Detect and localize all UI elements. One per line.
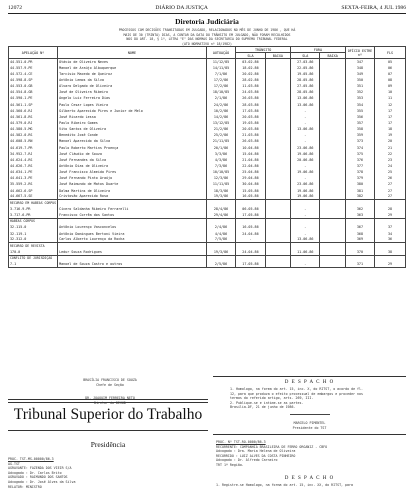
cell-transito-sla: 22-04-86: [236, 163, 265, 169]
cell-fls: 29: [375, 261, 406, 267]
cell-fora-sla: 27-03-86: [291, 59, 320, 65]
col-header-transito: TRÂNSITO: [236, 47, 291, 53]
intro-line: (ATO NORMATIVO nº 18/1982): [182, 41, 232, 46]
cell-oficio: 351: [345, 83, 374, 89]
cell-autuacao: 13/12/85: [206, 120, 235, 126]
process-line: PROC. TST-MS-00000/86.3: [8, 457, 54, 461]
cell-oficio: 367: [345, 224, 374, 230]
cell-fora-sla: 23-06-86: [291, 181, 320, 187]
cell-apelacao: 44.561-1-SP: [9, 101, 58, 107]
cell-fls: 28: [375, 206, 406, 212]
cell-oficio: 359: [345, 132, 374, 138]
cell-oficio: 357: [345, 120, 374, 126]
cell-oficio: 373: [345, 138, 374, 144]
despacho-line: 2. Publique-se e intime-se as partes.: [230, 400, 304, 405]
cell-transito-sla: 10-04-86: [236, 144, 265, 150]
cell-transito-sla: 28-02-86: [236, 77, 265, 83]
cell-fora-sla: -: [291, 138, 320, 144]
cell-apelacao: 35.559-2-RS: [9, 181, 58, 187]
cell-nome: Benedito José Conde: [58, 132, 207, 138]
cell-fora-sla: 19-06-86: [291, 194, 320, 200]
ro-process-text: [216, 440, 404, 468]
cell-oficio: 370: [345, 249, 374, 255]
cell-nome: Manoel Aparecido da Silva: [58, 138, 207, 144]
cell-autuacao: 18/10/85: [206, 89, 235, 95]
despacho-text: [230, 387, 390, 410]
cell-fls: 20: [375, 138, 406, 144]
divider: [8, 402, 208, 403]
despacho-line: termos do referido artigo, arts. 269, III.: [230, 396, 314, 401]
cell-autuacao: 14/2/86: [206, 114, 235, 120]
cell-autuacao: 28/4/86: [206, 206, 235, 212]
cell-transito-sla: 18-02-86: [236, 65, 265, 71]
intro-line: NOS DO ART. 18, § 1º, LETRA "E" DAS NORMAS DA SECRETARIA DO SUPREMO TRIBUNAL FEDERAL: [126, 37, 288, 42]
signature-line: [290, 414, 330, 415]
process-line: RELATOR: MINISTRO: [8, 484, 42, 489]
cell-oficio: 369: [345, 237, 374, 243]
cell-fls: 23: [375, 157, 406, 163]
process-line: Advogado : Dra. Maria Helena de Oliveira: [216, 449, 296, 454]
cell-fora-sla: 20-06-86: [291, 157, 320, 163]
cell-nome: Ledur Souza Rodrigues: [58, 249, 207, 255]
cell-fls: 19: [375, 132, 406, 138]
cell-autuacao: 21/2/86: [206, 126, 235, 132]
cell-transito-sla: 20-02-86: [236, 71, 265, 77]
cell-nome: José Cláudio de Souza: [58, 151, 207, 157]
cell-nome: Carlos Alberto Lourenço da Rocha: [58, 237, 207, 243]
cell-oficio: 368: [345, 230, 374, 236]
despacho-line: 1. Registre-se Homologo, na forma do art. 15, inc. XX, do RITST, para: [216, 483, 353, 487]
cell-nome: José Raimundo de Matos Duarte: [58, 181, 207, 187]
cell-fora-sla: 13-06-86: [291, 101, 320, 107]
cell-autuacao: 12/3/86: [206, 175, 235, 181]
cell-nome: José Fernandes da Silva: [58, 157, 207, 163]
cell-fls: 34: [375, 230, 406, 236]
process-line: AGRAVANTE: FAZENDA DOS VIEIR S/A: [8, 466, 72, 471]
cell-apelacao: 32.312-0: [9, 237, 58, 243]
cell-fls: 12: [375, 101, 406, 107]
intro-line: PROCESSOS COM DECISÕES TRANSITADAS EM JULGADO, RELACIONADOS NO MÊS DE JUNHO DE 1986 , QUE HÁ: [118, 28, 296, 32]
cell-transito-sla: 17-05-86: [236, 212, 265, 218]
cell-oficio: 362: [345, 206, 374, 212]
cell-transito-sla: 15-05-86: [236, 187, 265, 193]
cell-apelacao: 44.624-4-RS: [9, 157, 58, 163]
cell-fora-sla: -: [291, 108, 320, 114]
cell-nome: Francisco Corrêa dos Santos: [58, 212, 207, 218]
cell-transito-sla: 21-03-86: [236, 132, 265, 138]
signature-role: Chefe de Seção: [96, 382, 124, 387]
cell-fls: 37: [375, 224, 406, 230]
cell-fora-sla: 13-06-86: [291, 95, 320, 101]
cell-fora-sla: 22-05-86: [291, 65, 320, 71]
cell-nome: Paulo Ribeiro Gomes: [58, 120, 207, 126]
process-line: RECORRENTE: COMPANHIA BRASILEIRA DE FERRO ORGANIZ - CBFO: [216, 444, 328, 449]
cell-nome: José Fernando Pinto Araújo: [58, 175, 207, 181]
cell-autuacao: 7/1/86: [206, 71, 235, 77]
section-title: Diretoria Judiciária: [175, 17, 239, 26]
cell-autuacao: 11/12/85: [206, 59, 235, 65]
cell-nome: Tarcísio Macedo de Queiroz: [58, 71, 207, 77]
cell-fora-sla: 19-05-86: [291, 71, 320, 77]
despacho-line: 1. Homologo, na forma do art. 15, inc. X, do RITST, o acordo de fl.: [230, 387, 363, 391]
intro-text: [40, 28, 374, 46]
process-line: RECORRIDO : LUIZ ALVES DA COSTA PINHEIRO: [216, 453, 296, 458]
cell-nome: Alvaro Delgado de Oliveira: [58, 83, 207, 89]
cell-transito-sla: 16-05-86: [236, 224, 265, 230]
cell-apelacao: 44.582-0-RS: [9, 132, 58, 138]
cell-autuacao: 11/11/85: [206, 181, 235, 187]
cell-autuacao: 7/3/86: [206, 163, 235, 169]
cell-fora-sla: 19-06-86: [291, 187, 320, 193]
cell-transito-sla: 06-05-86: [236, 206, 265, 212]
cell-fls: 22: [375, 151, 406, 157]
cell-autuacao: 17/2/86: [206, 83, 235, 89]
cell-fls: 27: [375, 194, 406, 200]
cell-autuacao: 25/2/86: [206, 132, 235, 138]
cell-oficio: 355: [345, 108, 374, 114]
col-subheader-fora-sla: SLA: [291, 53, 320, 59]
process-line: AGRAVADO : RAIMUNDO DOS SANTOS: [8, 475, 68, 480]
cell-fora-sla: 19-06-86: [291, 169, 320, 175]
signature-name: MARCELO PIMENTEL: [293, 421, 326, 425]
cell-apelacao: 170-0: [9, 249, 58, 255]
cell-oficio: 380: [345, 181, 374, 187]
cell-transito-sla: 03-02-86: [236, 59, 265, 65]
cell-transito-sla: 21-04-86: [236, 157, 265, 163]
cell-autuacao: 7/5/86: [206, 237, 235, 243]
cell-fora-sla: -: [291, 230, 320, 236]
cell-fls: 24: [375, 163, 406, 169]
cell-apelacao: 3.716-9-PR: [9, 206, 58, 212]
cell-fls: 06: [375, 65, 406, 71]
cell-transito-sla: 25-04-86: [236, 169, 265, 175]
signature-role: Presidente do TST: [292, 425, 327, 430]
cell-transito-sla: 15-04-86: [236, 151, 265, 157]
cell-nome: Angelo Luiz Ferreira Dias: [58, 95, 207, 101]
col-header-autuacao: AUTUAÇÃO: [206, 47, 235, 59]
process-line: Advogado : Dr. Alfredo Carneiro: [216, 458, 278, 463]
cell-apelacao: RECURSO EM HABEAS CORPUS: [10, 201, 57, 206]
col-header-apelacao: APELAÇÃO Nº: [9, 47, 58, 59]
cell-fls: 17: [375, 120, 406, 126]
cell-apelacao: 44.608-5-RN: [9, 138, 58, 144]
cell-transito-sla: 11-03-86: [236, 83, 265, 89]
cell-oficio: 358: [345, 126, 374, 132]
cell-apelacao: 44.561-8-RS: [9, 114, 58, 120]
cell-fora-sla: 11-06-86: [291, 249, 320, 255]
cell-apelacao: 44.554-8-GB: [9, 89, 58, 95]
process-line: TRT 1ª Região.: [216, 462, 244, 467]
cell-apelacao: 44.641-3-PE: [9, 175, 58, 181]
cell-autuacao: 29/4/86: [206, 212, 235, 218]
despacho-line: Brasília-DF, 21 de junho de 1986.: [230, 405, 296, 410]
cell-apelacao: 34.952-7-RJ: [9, 151, 58, 157]
cell-apelacao: 44.572-4-CE: [9, 71, 58, 77]
cell-oficio: 374: [345, 144, 374, 150]
process-line: AG-TST: [8, 461, 20, 466]
cell-fls: 26: [375, 175, 406, 181]
cell-fora-sla: 28-05-86: [291, 89, 320, 95]
cell-oficio: 377: [345, 163, 374, 169]
cell-oficio: 356: [345, 114, 374, 120]
col-header-oficio: OFÍCIO ESTRE nº: [345, 47, 374, 59]
cell-apelacao: CONFLITO DE JURISDIÇÃO: [9, 255, 58, 261]
cell-transito-sla: 17-03-86: [236, 108, 265, 114]
divider: [213, 376, 406, 377]
cell-apelacao: 44.590-1-PE: [9, 95, 58, 101]
process-line: Advogado : Dr. José Alves da Silva: [8, 479, 76, 484]
cell-autuacao: 4/4/86: [206, 230, 235, 236]
cell-oficio: 375: [345, 151, 374, 157]
cell-nome: Antônio Lourenço Vasconcelos: [58, 224, 207, 230]
cell-fora-sla: 13-06-86: [291, 237, 320, 243]
cell-nome: José Ricardo Lessa: [58, 114, 207, 120]
col-subheader-transito-sla: SLA: [236, 53, 265, 59]
presidencia-heading: Presidência: [90, 440, 126, 449]
cell-transito-sla: 26-03-86: [236, 138, 265, 144]
cell-fora-sla: 19-06-86: [291, 151, 320, 157]
cell-fls: 07: [375, 71, 406, 77]
cell-nome: Paulo Cesar Lopes Vieira: [58, 101, 207, 107]
cell-oficio: 378: [345, 169, 374, 175]
cell-apelacao: 44.598-8-SP: [9, 77, 58, 83]
cell-apelacao: 32.119-1: [9, 230, 58, 236]
cell-fora-sla: 23-06-86: [291, 144, 320, 150]
cell-fls: 11: [375, 95, 406, 101]
cell-fls: 18: [375, 126, 406, 132]
cell-transito-sla: 24-04-86: [236, 249, 265, 255]
cell-fora-sla: 28-05-86: [291, 77, 320, 83]
despacho-line: 12, para que produza o efeito processual de embargos e proceder nos: [230, 391, 363, 396]
signature-name: BRASÍLIA FRANCISCO DE SOUZA: [83, 378, 137, 382]
intro-line: MAIS DE 30 (TRINTA) DIAS, A CONTAR DA DATA DO TRÂNSITO EM JULGADO, NÃO FORAM RECOLHIDOS: [123, 32, 291, 37]
cell-fls: 38: [375, 249, 406, 255]
cell-autuacao: 3/3/86: [206, 151, 235, 157]
cell-fls: 08: [375, 77, 406, 83]
cell-fls: 29: [375, 212, 406, 218]
col-header-fora: FORA: [291, 47, 346, 53]
cell-apelacao: 44.619-7-PR: [9, 144, 58, 150]
process-line: Advogado : Dr. Carlos Brito: [8, 470, 62, 475]
cell-fora-sla: -: [291, 163, 320, 169]
cell-fls: 09: [375, 83, 406, 89]
cell-nome: Gilberto Aparecido Pires e Junior de Melo: [58, 108, 207, 114]
cell-fora-sla: -: [291, 206, 320, 212]
cell-transito-sla: 28-03-86: [236, 101, 265, 107]
cell-fls: 27: [375, 181, 406, 187]
cell-autuacao: 14/11/85: [206, 65, 235, 71]
cell-apelacao: 3.717-6-PR: [9, 212, 58, 218]
cell-nome: José Francisco Almeida Pires: [58, 169, 207, 175]
divider: [8, 399, 208, 400]
cell-transito-sla: 26-03-86: [236, 95, 265, 101]
cell-transito-sla: 16-05-86: [236, 194, 265, 200]
cell-oficio: 349: [345, 71, 374, 77]
cell-autuacao: 10/10/85: [206, 169, 235, 175]
col-header-nome: NOME: [58, 47, 207, 59]
cell-oficio: 353: [345, 95, 374, 101]
cell-autuacao: 21/11/85: [206, 138, 235, 144]
cell-autuacao: 17/2/86: [206, 77, 235, 83]
cell-autuacao: 2/5/86: [206, 261, 235, 267]
cell-nome: Manoel de Araújo Albuquerque: [58, 65, 207, 71]
tribunal-title: Tribunal Superior do Trabalho: [13, 406, 203, 423]
cell-fora-sla: 27-05-86: [291, 83, 320, 89]
cell-apelacao: HABEAS CORPUS: [9, 218, 58, 224]
cell-autuacao: 20/1/86: [206, 144, 235, 150]
cell-oficio: 376: [345, 157, 374, 163]
col-subheader-fora-baixa: BAIXA: [320, 53, 345, 59]
cell-transito-sla: 20-03-86: [236, 126, 265, 132]
tst-process-text: [8, 457, 208, 489]
table-row: [9, 261, 406, 267]
issue-date: SEXTA-FEIRA, 4 JUL 1986: [341, 5, 406, 11]
cell-oficio: 348: [345, 65, 374, 71]
page-header: [8, 5, 406, 14]
cell-fora-sla: -: [291, 212, 320, 218]
cell-transito-sla: 20-03-86: [236, 114, 265, 120]
cell-apelacao: 44.579-0-RJ: [9, 120, 58, 126]
divider: [8, 430, 208, 431]
cell-fora-sla: -: [291, 175, 320, 181]
cell-nome: Otávio de Oliveira Neves: [58, 59, 207, 65]
cell-oficio: 371: [345, 261, 374, 267]
cell-apelacao: 44.662-6-SP: [9, 187, 58, 193]
cell-fls: 10: [375, 89, 406, 95]
col-subheader-transito-baixa: BAIXA: [265, 53, 290, 59]
cell-apelacao: 44.553-0-GB: [9, 83, 58, 89]
cell-autuacao: 10/2/86: [206, 108, 235, 114]
cell-autuacao: 19/3/86: [206, 194, 235, 200]
cell-apelacao: 44.580-5-MG: [9, 126, 58, 132]
cell-fora-sla: -: [291, 132, 320, 138]
cell-transito-sla: 17-05-86: [236, 261, 265, 267]
cell-oficio: 350: [345, 77, 374, 83]
despacho-heading: D E S P A C H O: [284, 380, 335, 385]
cell-fls: 17: [375, 114, 406, 120]
signature-block: [30, 378, 190, 405]
page-number: 12072: [8, 5, 22, 11]
cell-autuacao: 24/2/86: [206, 101, 235, 107]
cell-fora-baixa: [320, 261, 345, 267]
cell-nome: Paulo Roberto Martins Proença: [58, 144, 207, 150]
cell-fora-sla: -: [291, 261, 320, 267]
cell-oficio: 354: [345, 101, 374, 107]
cell-fls: 05: [375, 59, 406, 65]
cell-oficio: 381: [345, 187, 374, 193]
table-body: [9, 59, 406, 268]
cell-apelacao: 44.551-0-PR: [9, 59, 58, 65]
cell-nome: Dalma Martins de Oliveira: [58, 187, 207, 193]
cell-oficio: 347: [345, 59, 374, 65]
cell-apelacao: 32.115-0: [9, 224, 58, 230]
cell-apelacao: 44.634-1-PE: [9, 169, 58, 175]
cell-apelacao: RECURSO DE REVISTA: [9, 243, 58, 249]
cell-nome: Antônio Lemos da Silva: [58, 77, 207, 83]
cell-autuacao: 18/3/86: [206, 187, 235, 193]
cell-fora-sla: -: [291, 120, 320, 126]
cell-autuacao: 19/3/86: [206, 249, 235, 255]
cell-transito-sla: 29-04-86: [236, 175, 265, 181]
despacho-text-2: [216, 483, 404, 488]
despacho-signature: [213, 421, 406, 430]
signature-name: DR. JOAQUIM FERREIRA NETO: [85, 396, 135, 400]
process-table: [8, 46, 406, 268]
cell-nome: José de Oliveira Ribeiro: [58, 89, 207, 95]
cell-fls: 17: [375, 108, 406, 114]
signature-role: Diretor da DIJUD: [94, 400, 126, 405]
despacho-heading-2: D E S P A C H O: [284, 476, 335, 481]
cell-fora-sla: -: [291, 114, 320, 120]
cell-nome: Vito Santos de Oliveira: [58, 126, 207, 132]
cell-nome: Antônio Dias de Oliveira: [58, 163, 207, 169]
cell-oficio: 363: [345, 212, 374, 218]
cell-transito-sla: 30-04-86: [236, 181, 265, 187]
process-line: PROC. Nº TST-RO-0000/86.3: [216, 440, 266, 444]
cell-nome: Manoel de Souza Castro e outros: [58, 261, 207, 267]
cell-transito-sla: -: [236, 237, 265, 243]
cell-transito-sla: 24-03-86: [236, 89, 265, 95]
cell-oficio: 382: [345, 194, 374, 200]
cell-autuacao: 2/4/86: [206, 224, 235, 230]
cell-apelacao: 44.560-6-RJ: [9, 108, 58, 114]
cell-nome: Antônio Domingues Bertoni Vieira: [58, 230, 207, 236]
journal-name: DIÁRIO DA JUSTIÇA: [155, 5, 208, 11]
cell-apelacao: 44.626-7-RS: [9, 163, 58, 169]
cell-apelacao: 7-1: [9, 261, 58, 267]
divider: [213, 434, 406, 435]
col-header-fls: FLS: [375, 47, 406, 59]
cell-fls: 27: [375, 187, 406, 193]
cell-oficio: 379: [345, 175, 374, 181]
cell-nome: Cristovão Aparecido Rosa: [58, 194, 207, 200]
cell-transito-sla: 24-04-86: [236, 230, 265, 236]
cell-transito-sla: 19-03-86: [236, 120, 265, 126]
cell-transito-baixa: [265, 261, 290, 267]
cell-fora-sla: 13-06-86: [291, 126, 320, 132]
cell-fls: 25: [375, 169, 406, 175]
cell-autuacao: 4/3/86: [206, 157, 235, 163]
cell-nome: Cícero Saldanha Ribeiro Ferrarelli: [58, 206, 207, 212]
cell-apelacao: 44.557-9-PE: [9, 65, 58, 71]
cell-fls: 36: [375, 237, 406, 243]
cell-fls: 21: [375, 144, 406, 150]
cell-autuacao: 2/1/86: [206, 95, 235, 101]
cell-fora-sla: -: [291, 224, 320, 230]
cell-oficio: 352: [345, 89, 374, 95]
cell-apelacao: 44.667-5-SE: [9, 194, 58, 200]
